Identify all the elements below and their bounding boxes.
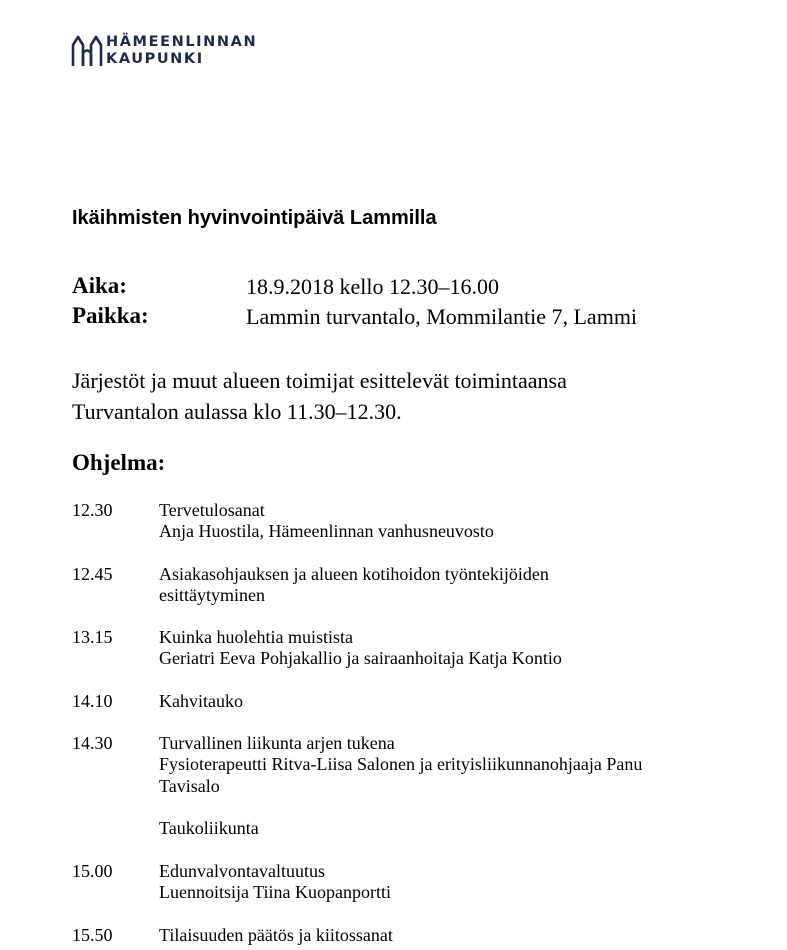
program-time: 14.30 xyxy=(72,733,113,753)
intro-line-2: Turvantalon aulassa klo 11.30–12.30. xyxy=(72,399,402,424)
time-label: Aika: xyxy=(72,273,127,298)
document-title: Ikäihmisten hyvinvointipäivä Lammilla xyxy=(72,207,437,229)
castle-towers-icon xyxy=(71,33,103,67)
program-item-detail: Anja Huostila, Hämeenlinnan vanhusneuvosto xyxy=(159,521,494,541)
intro-line-1: Järjestöt ja muut alueen toimijat esittelevät toimintaansa xyxy=(72,368,567,393)
program-item-title: Edunvalvontavaltuutus xyxy=(159,861,325,881)
program-item-title-cont: esittäytyminen xyxy=(159,585,265,605)
logo-line-2: KAUPUNKI xyxy=(106,51,204,67)
program-item-title: Tilaisuuden päätös ja kiitossanat xyxy=(159,925,393,945)
program-item-title: Kuinka huolehtia muistista xyxy=(159,627,353,647)
program-item-title: Taukoliikunta xyxy=(159,818,259,838)
program-item-title: Kahvitauko xyxy=(159,691,243,711)
program-time: 15.50 xyxy=(72,925,113,945)
program-item-detail: Geriatri Eeva Pohjakallio ja sairaanhoitaja Katja Kontio xyxy=(159,648,562,668)
program-item-detail: Luennoitsija Tiina Kuopanportti xyxy=(159,882,391,902)
program-item-detail-cont: Tavisalo xyxy=(159,776,220,796)
program-item-title: Turvallinen liikunta arjen tukena xyxy=(159,733,395,753)
program-time: 14.10 xyxy=(72,691,113,711)
program-heading: Ohjelma: xyxy=(72,450,166,475)
program-time: 13.15 xyxy=(72,627,113,647)
program-item-detail: Fysioterapeutti Ritva-Liisa Salonen ja erityisliikunnanohjaaja Panu xyxy=(159,754,643,774)
logo-line-1: HÄMEENLINNAN xyxy=(106,34,258,50)
place-value: Lammin turvantalo, Mommilantie 7, Lammi xyxy=(246,304,638,329)
place-label: Paikka: xyxy=(72,303,149,328)
program-item-title: Asiakasohjauksen ja alueen kotihoidon työntekijöiden xyxy=(159,564,549,584)
program-time: 15.00 xyxy=(72,861,113,881)
time-value: 18.9.2018 kello 12.30–16.00 xyxy=(246,274,499,299)
program-time: 12.45 xyxy=(72,564,113,584)
city-logo xyxy=(71,33,271,69)
program-item-title: Tervetulosanat xyxy=(159,500,265,520)
intro-paragraph xyxy=(72,365,567,427)
program-time: 12.30 xyxy=(72,500,113,520)
